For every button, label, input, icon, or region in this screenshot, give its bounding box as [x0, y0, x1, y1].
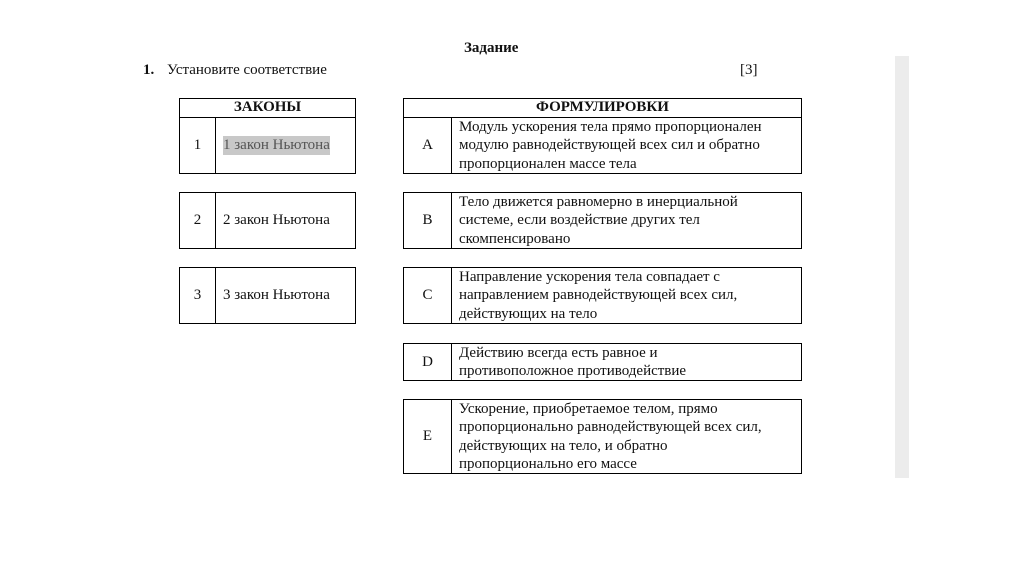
- formulation-text[interactable]: [452, 268, 737, 323]
- law-row-3: [179, 267, 356, 324]
- law-text-highlighted[interactable]: 1 закон Ньютона: [223, 137, 330, 154]
- formulation-text[interactable]: [452, 400, 762, 473]
- laws-header: [179, 98, 356, 118]
- law-text[interactable]: 2 закон Ньютона: [223, 212, 330, 229]
- formulation-line: направлением равнодействующей всех сил,: [459, 287, 738, 304]
- formulation-line: Ускорение, приобретаемое телом, прямо: [459, 400, 718, 417]
- formulation-row-C: [403, 267, 802, 324]
- formulation-line: пропорционален массе тела: [459, 155, 637, 172]
- law-id: 3: [180, 268, 216, 323]
- formulation-id: C: [404, 268, 452, 323]
- formulation-row-B: [403, 192, 802, 249]
- formulation-line: пропорционально его массе: [459, 456, 637, 472]
- formulation-line: системе, если воздействие других тел: [459, 212, 700, 229]
- formulation-row-E: [403, 399, 802, 474]
- law-id: 2: [180, 193, 216, 248]
- law-row-2: [179, 192, 356, 249]
- law-id: 1: [180, 118, 216, 173]
- law-row-1: [179, 117, 356, 174]
- task-score: [3]: [740, 62, 758, 78]
- formulation-line: действующих на тело: [459, 305, 598, 322]
- law-text[interactable]: 3 закон Ньютона: [223, 287, 330, 304]
- laws-header-label: ЗАКОНЫ: [233, 99, 302, 115]
- formulation-line: Тело движется равномерно в инерциальной: [459, 193, 738, 210]
- formulation-id: D: [404, 344, 452, 380]
- formulation-line: действующих на тело, и обратно: [459, 437, 668, 454]
- formulation-id: E: [404, 400, 452, 473]
- formulation-line: Действию всегда есть равное и: [459, 344, 658, 361]
- cut-off-heading: Задание: [464, 41, 519, 55]
- formulation-line: Модуль ускорения тела прямо пропорционален: [459, 118, 762, 135]
- formulation-line: модулю равнодействующей всех сил и обратно: [459, 137, 760, 154]
- formulation-line: пропорционально равнодействующей всех сил,: [459, 419, 762, 435]
- formulation-row-D: [403, 343, 802, 381]
- formulation-line: скомпенсировано: [459, 230, 571, 247]
- formulation-id: B: [404, 193, 452, 248]
- formulation-text[interactable]: [452, 118, 762, 173]
- task-instruction: Установите соответствие: [167, 62, 327, 78]
- formulation-row-A: [403, 117, 802, 174]
- formulation-line: противоположное противодействие: [459, 363, 687, 379]
- formulation-line: Направление ускорения тела совпадает с: [459, 268, 720, 285]
- page-scroll-gutter: [895, 56, 909, 478]
- task-number: 1.: [143, 62, 155, 78]
- formulations-header: [403, 98, 802, 118]
- formulation-id: A: [404, 118, 452, 173]
- formulations-header-label: ФОРМУЛИРОВКИ: [536, 99, 669, 115]
- formulation-text[interactable]: [452, 344, 686, 380]
- law-text[interactable]: [216, 118, 330, 173]
- formulation-text[interactable]: [452, 193, 738, 248]
